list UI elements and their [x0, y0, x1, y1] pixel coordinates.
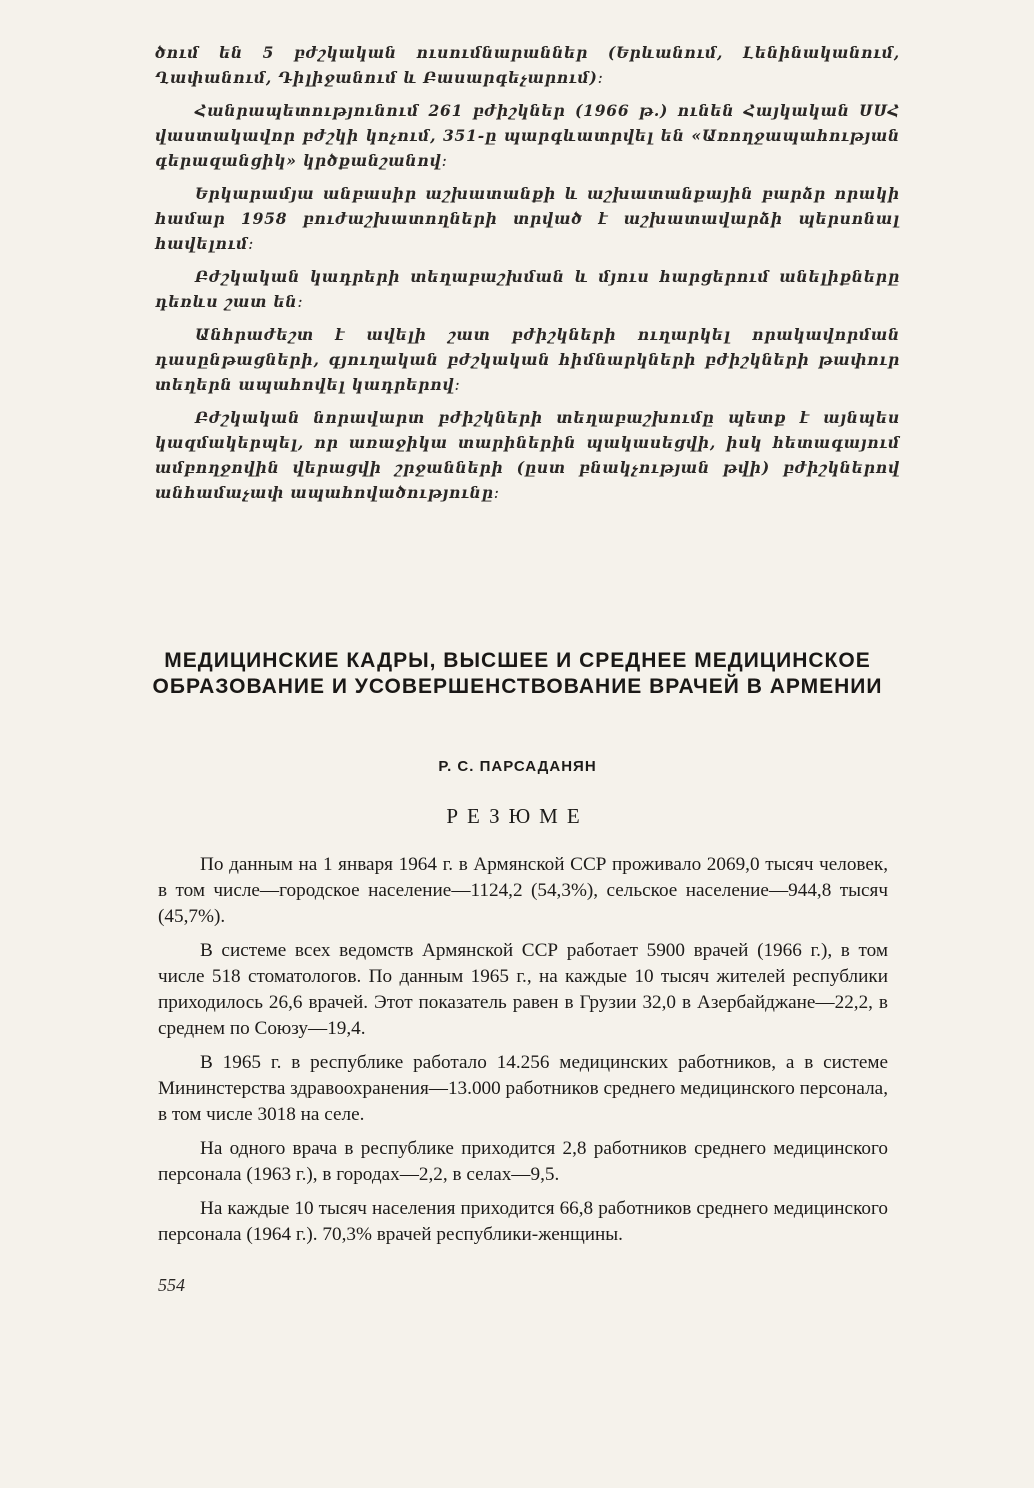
russian-paragraph: В системе всех ведомств Армянской ССР работает 5900 врачей (1966 г.), в том числе 518 стоматологов. По данным 1965 г., на каждые 10 тысяч жителей республики приходилось 26,6 врачей. Этот показатель равен в Грузии 32,0 в Азербайджане—22,2, в среднем по Союзу—19,4.	[158, 940, 888, 1039]
section-heading: РЕЗЮМЕ	[446, 804, 589, 828]
armenian-paragraph: Հանրապետությունում 261 բժիշկներ (1966 թ.) ունեն Հայկական ՍՍՀ վաստակավոր բժշկի կոչում, 351-ը պարգևատրվել են «Առողջապահության գերազանցիկ» կրծքանշանով։	[155, 101, 900, 170]
armenian-paragraph: Բժշկական կադրերի տեղաբաշխման և մյուս հարցերում անելիքները դեռևս շատ են։	[155, 267, 900, 311]
armenian-paragraph: ծում են 5 բժշկական ուսումնարաններ (Երևանում, Լենինականում, Ղափանում, Դիլիջանում և Բասարգեչարում)։	[155, 43, 900, 87]
page-number: 554	[158, 1275, 185, 1295]
russian-text-block	[158, 852, 888, 1256]
armenian-text-block	[155, 40, 900, 513]
armenian-paragraph: Երկարամյա անբասիր աշխատանքի և աշխատանքային բարձր որակի համար 1958 բուժաշխատողների տրված է աշխատավարձի պերսոնալ հավելում։	[155, 184, 900, 253]
russian-paragraph: На одного врача в республике приходится 2,8 работников среднего медицинского персонала (1963 г.), в городах—2,2, в селах—9,5.	[158, 1138, 888, 1185]
armenian-paragraph: Անհրաժեշտ է ավելի շատ բժիշկների ուղարկել որակավորման դասընթացների, գյուղական բժշկական հիմնարկների բժիշկների թափուր տեղերն ապահովել կադրերով։	[155, 325, 900, 394]
article-author: Р. С. ПАРСАДАНЯН	[438, 758, 597, 775]
article-title: МЕДИЦИНСКИЕ КАДРЫ, ВЫСШЕЕ И СРЕДНЕЕ МЕДИЦИНСКОЕ ОБРАЗОВАНИЕ И УСОВЕРШЕНСТВОВАНИЕ ВРАЧЕЙ В АРМЕНИИ	[152, 649, 883, 698]
russian-paragraph: По данным на 1 января 1964 г. в Армянской ССР проживало 2069,0 тысяч человек, в том числе—городское население—1124,2 (54,3%), сельское население—944,8 тысяч (45,7%).	[158, 854, 888, 927]
russian-paragraph: На каждые 10 тысяч населения приходится 66,8 работников среднего медицинского персонала (1964 г.). 70,3% врачей республики-женщины.	[158, 1198, 888, 1245]
russian-paragraph: В 1965 г. в республике работало 14.256 медицинских работников, а в системе Мининстерства здравоохранения—13.000 работников среднего медицинского персонала, в том числе 3018 на селе.	[158, 1052, 888, 1125]
armenian-paragraph: Բժշկական նորավարտ բժիշկների տեղաբաշխումը պետք է այնպես կազմակերպել, որ առաջիկա տարիներին պակասեցվի, իսկ հետագայում ամբողջովին վերացվի շրջանների (ըստ բնակչության թվի) բժիշկներով անհամաչափ ապահովածությունը։	[155, 408, 900, 502]
